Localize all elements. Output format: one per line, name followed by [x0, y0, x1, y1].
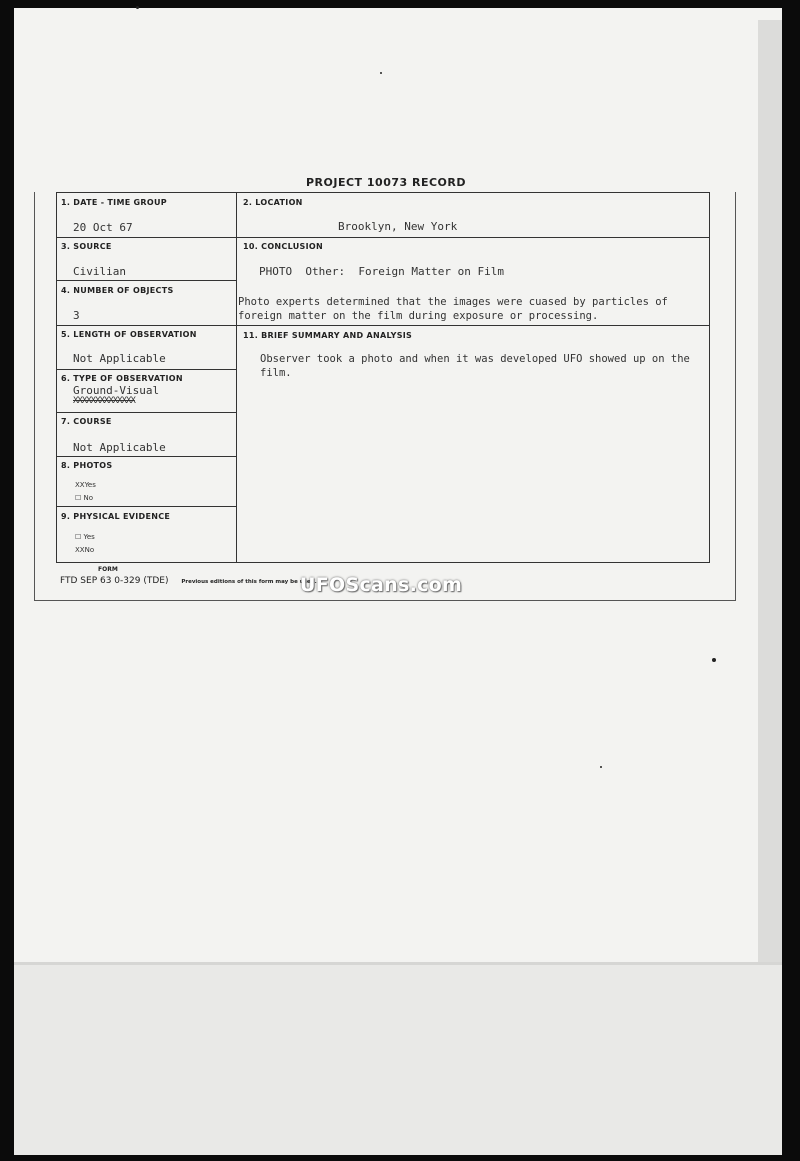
physical-evidence-label: 9. PHYSICAL EVIDENCE: [61, 512, 171, 521]
footer-form-word: FORM: [98, 566, 118, 573]
record-form-grid: [56, 192, 710, 563]
photos-no-option: ☐ No: [75, 494, 94, 502]
row-divider: [57, 325, 236, 326]
row-divider: [57, 280, 236, 281]
row-divider: [237, 237, 709, 238]
scan-speck: [712, 658, 716, 662]
summary-value: Observer took a photo and when it was developed UFO showed up on the film.: [260, 353, 690, 379]
scan-speck: [600, 766, 602, 768]
column-divider: [236, 193, 237, 562]
row-divider: [57, 506, 236, 507]
conclusion-value: PHOTO Other: Foreign Matter on Film: [259, 265, 505, 278]
row-divider: [57, 412, 236, 413]
scan-speck: [136, 6, 139, 9]
evidence-yes-option: ☐ Yes: [75, 533, 95, 541]
footer-form-code: FTD SEP 63 0-329 (TDE): [60, 576, 169, 586]
length-of-observation-label: 5. LENGTH OF OBSERVATION: [61, 330, 197, 339]
date-time-value: 20 Oct 67: [73, 221, 133, 234]
evidence-no-option: XXNo: [75, 546, 95, 554]
photos-label: 8. PHOTOS: [61, 461, 113, 470]
length-of-observation-value: Not Applicable: [73, 352, 166, 365]
number-of-objects-label: 4. NUMBER OF OBJECTS: [61, 286, 174, 295]
conclusion-label: 10. CONCLUSION: [243, 242, 323, 251]
type-of-observation-value: Ground-Visual: [73, 384, 160, 397]
row-divider: [57, 456, 236, 457]
form-footer: [60, 566, 317, 586]
watermark: UFOScans.com: [300, 574, 463, 596]
type-of-observation-label: 6. TYPE OF OBSERVATION: [61, 374, 183, 383]
scan-speck: [380, 72, 382, 74]
type-of-observation-struck: XXXXXXXXXXXXXX: [73, 396, 135, 406]
location-label: 2. LOCATION: [243, 198, 303, 207]
lower-paper-area: [14, 962, 782, 1155]
row-divider: [237, 325, 709, 326]
conclusion-note: Photo experts determined that the images were cuased by particles of foreign matter on the film during exposure or processing.: [238, 296, 668, 322]
row-divider: [57, 369, 236, 370]
source-value: Civilian: [73, 265, 126, 278]
course-label: 7. COURSE: [61, 417, 112, 426]
row-divider: [57, 237, 236, 238]
form-title: PROJECT 10073 RECORD: [305, 176, 466, 189]
source-label: 3. SOURCE: [61, 242, 112, 251]
photos-yes-option: XXYes: [75, 481, 96, 489]
date-time-label: 1. DATE - TIME GROUP: [61, 198, 167, 207]
location-value: Brooklyn, New York: [338, 220, 458, 233]
summary-label: 11. BRIEF SUMMARY AND ANALYSIS: [243, 331, 413, 340]
course-value: Not Applicable: [73, 441, 166, 454]
footer-previous-editions: Previous editions of this form may be used.: [181, 579, 317, 585]
number-of-objects-value: 3: [73, 309, 80, 322]
